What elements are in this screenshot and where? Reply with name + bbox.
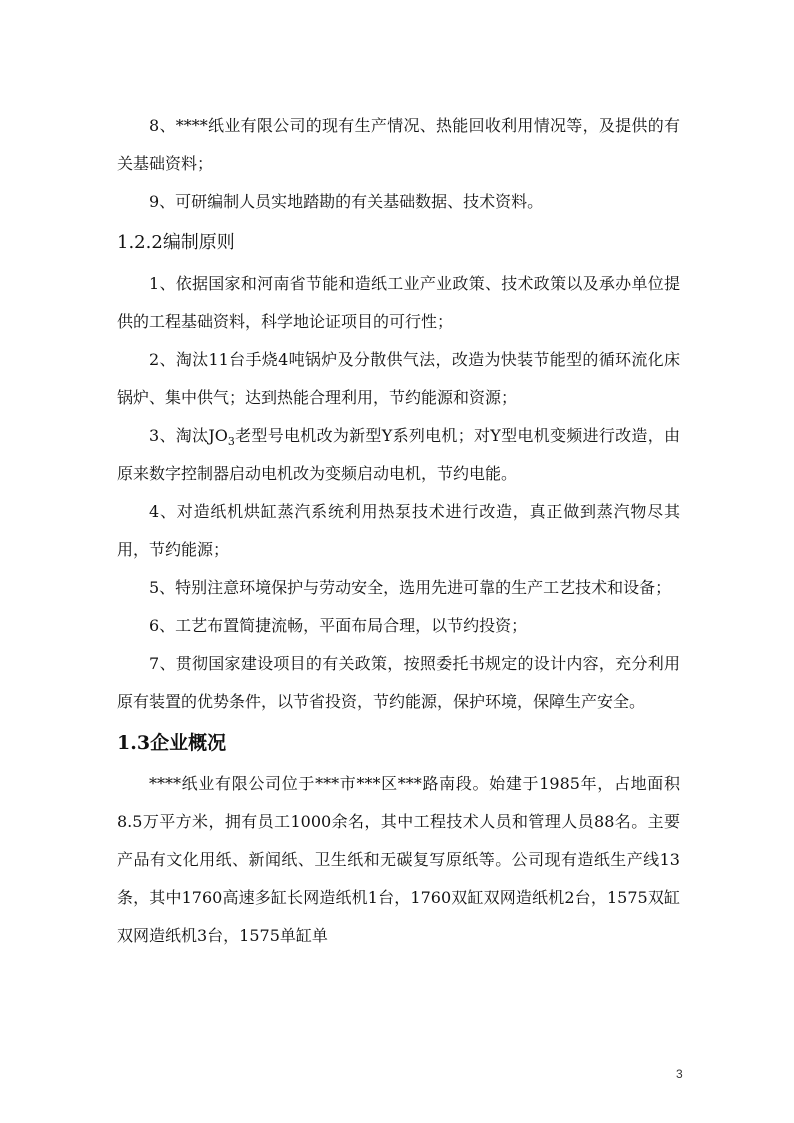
section-heading-1-2-2 <box>117 221 680 265</box>
principle-item-3 <box>117 417 680 493</box>
principle-item-5: 5、特别注意环境保护与劳动安全，选用先进可靠的生产工艺技术和设备； <box>149 578 672 597</box>
basis-item-8: 8、****纸业有限公司的现有生产情况、热能回收利用情况等，及提供的有关基础资料； <box>117 116 680 173</box>
principle-3-subscript: 3 <box>227 435 235 449</box>
section-title: 企业概况 <box>150 732 227 754</box>
principle-item-2: 2、淘汰11台手烧4吨锅炉及分散供气法，改造为快装节能型的循环流化床锅炉、集中供气；达到热能合理利用，节约能源和资源； <box>117 350 680 407</box>
principle-item-1: 1、依据国家和河南省节能和造纸工业产业政策、技术政策以及承办单位提供的工程基础资料，科学地论证项目的可行性； <box>117 274 680 331</box>
document-body <box>117 107 680 955</box>
principle-3-before: 3、淘汰JO <box>149 426 228 445</box>
section-number: 1.2.2 <box>117 232 163 253</box>
company-overview-paragraph: ****纸业有限公司位于***市***区***路南段。始建于1985年，占地面积8.5万平方米，拥有员工1000余名，其中工程技术人员和管理人员88名。主要产品有文化用纸、新闻纸、卫生纸和无碳复写原纸等。公司现有造纸生产线13条，其中1760高速多缸长网造纸机1台，1760双缸双网造纸机2台，1575双缸双网造纸机3台，1575单缸单 <box>117 774 680 945</box>
principle-item-7: 7、贯彻国家建设项目的有关政策，按照委托书规定的设计内容，充分利用原有装置的优势条件，以节省投资，节约能源，保护环境，保障生产安全。 <box>117 654 680 711</box>
principle-3-after: 老型号电机改为新型Y系列电机；对Y型电机变频进行改造，由原来数字控制器启动电机改为变频启动电机，节约电能。 <box>117 426 680 483</box>
section-heading-1-3 <box>117 721 680 765</box>
section-number: 1.3 <box>117 732 151 754</box>
principle-item-6: 6、工艺布置简捷流畅，平面布局合理，以节约投资； <box>149 616 528 635</box>
basis-item-9: 9、可研编制人员实地踏勘的有关基础数据、技术资料。 <box>149 192 544 211</box>
section-title: 编制原则 <box>162 232 235 253</box>
page-number: 3 <box>676 1067 683 1081</box>
principle-item-4: 4、对造纸机烘缸蒸汽系统利用热泵技术进行改造，真正做到蒸汽物尽其用，节约能源； <box>117 502 680 559</box>
